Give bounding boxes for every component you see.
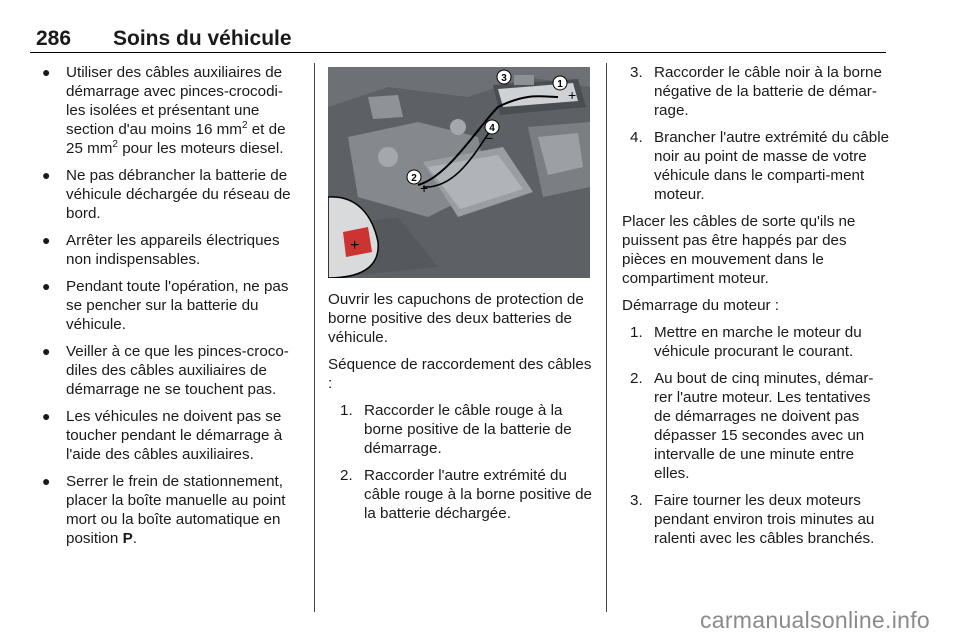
svg-text:+: +: [350, 237, 360, 254]
paragraph: Séquence de raccordement des câbles :: [328, 356, 592, 392]
step-number: 2.: [340, 467, 353, 484]
step-number: 3.: [630, 64, 643, 81]
step-number: 3.: [630, 492, 643, 509]
list-item: [630, 491, 890, 548]
step-number: 4.: [630, 129, 643, 146]
bullet-icon: ●: [42, 232, 51, 248]
bullet-text: Utiliser des câbles auxiliaires de démarrage avec pinces-crocodi-les isolées et présentant une section d'au moins 16 mm: [66, 64, 283, 138]
bullet-icon: ●: [42, 167, 51, 183]
paragraph: Ouvrir les capuchons de protection de borne positive des deux batteries de véhicule.: [328, 291, 584, 346]
paragraph: Démarrage du moteur :: [622, 297, 780, 314]
superscript: 2: [112, 138, 118, 150]
bullet-text: Les véhicules ne doivent pas se toucher pendant le démarrage à l'aide des câbles auxiliaires.: [66, 408, 283, 463]
page-title: Soins du véhicule: [113, 27, 292, 50]
bullet-text: Pendant toute l'opération, ne pas se pencher sur la batterie du véhicule.: [66, 278, 289, 333]
bullet-item: [38, 166, 302, 223]
bullet-text: Serrer le frein de stationnement, placer la boîte manuelle au point mort ou la boîte automatique en position: [66, 473, 286, 547]
column-divider: [314, 63, 315, 612]
svg-text:−: −: [485, 130, 494, 146]
bullet-item: [38, 342, 302, 399]
bullet-text: Arrêter les appareils électriques non indispensables.: [66, 232, 280, 268]
bullet-icon: ●: [42, 408, 51, 424]
list-item: [630, 323, 890, 361]
step-number: 2.: [630, 370, 643, 387]
callout-1-label: 1: [557, 79, 563, 90]
engine-bay-illustration: [328, 67, 590, 278]
bullet-icon: ●: [42, 278, 51, 294]
step-text: Raccorder l'autre extrémité du câble rouge à la borne positive de la batterie déchargée.: [364, 467, 592, 522]
bullet-text: .: [132, 530, 137, 547]
list-item: [630, 63, 890, 120]
bullet-text: pour les moteurs diesel.: [117, 140, 284, 157]
bullet-item: [38, 472, 302, 548]
bullet-text: et de 25 mm: [66, 121, 286, 157]
step-text: Raccorder le câble rouge à la borne positive de la batterie de démarrage.: [364, 402, 572, 457]
step-text: Mettre en marche le moteur du véhicule procurant le courant.: [654, 324, 862, 360]
column-right: [622, 63, 890, 556]
bullet-item: [38, 407, 302, 464]
bullet-icon: ●: [42, 64, 51, 80]
paragraph: Placer les câbles de sorte qu'ils ne puissent pas être happés par des pièces en mouvement dans le compartiment moteur.: [622, 213, 856, 287]
column-left: [38, 63, 302, 556]
list-item: [630, 369, 890, 483]
gear-position-p: P: [122, 530, 133, 547]
column-divider: [606, 63, 607, 612]
step-text: Faire tourner les deux moteurs pendant environ trois minutes au ralenti avec les câbles branchés.: [654, 492, 875, 547]
step-number: 1.: [340, 402, 353, 419]
svg-text:+: +: [420, 180, 429, 196]
step-text: Brancher l'autre extrémité du câble noir au point de masse de votre véhicule dans le comparti-ment moteur.: [654, 129, 890, 203]
list-item: [630, 128, 890, 204]
column-middle: [328, 290, 594, 531]
superscript: 2: [241, 119, 248, 131]
bullet-text: Ne pas débrancher la batterie de véhicule déchargée du réseau de bord.: [66, 167, 291, 222]
page-header: [30, 27, 886, 53]
bullet-item: [38, 231, 302, 269]
callout-3-label: 3: [501, 73, 507, 84]
bullet-item: [38, 63, 302, 158]
callout-4-label: 4: [489, 123, 495, 134]
bullet-icon: ●: [42, 343, 51, 359]
step-text: Au bout de cinq minutes, démar-rer l'autre moteur. Les tentatives de démarrages ne doivent pas dépasser 15 secondes avec un intervalle de une minute entre elles.: [654, 370, 874, 482]
callout-2-label: 2: [411, 173, 417, 184]
watermark: carmanualsonline.info: [699, 607, 930, 633]
step-number: 1.: [630, 324, 643, 341]
svg-text:+: +: [568, 87, 577, 103]
list-item: [340, 401, 594, 458]
bullet-text: Veiller à ce que les pinces-croco-diles des câbles auxiliaires de démarrage ne se touchent pas.: [66, 343, 289, 398]
bullet-icon: ●: [42, 473, 51, 489]
bullet-item: [38, 277, 302, 334]
step-text: Raccorder le câble noir à la borne négative de la batterie de démar-rage.: [654, 64, 882, 119]
page-number: 286: [36, 27, 72, 50]
list-item: [340, 466, 594, 523]
callout-3: [497, 70, 511, 84]
